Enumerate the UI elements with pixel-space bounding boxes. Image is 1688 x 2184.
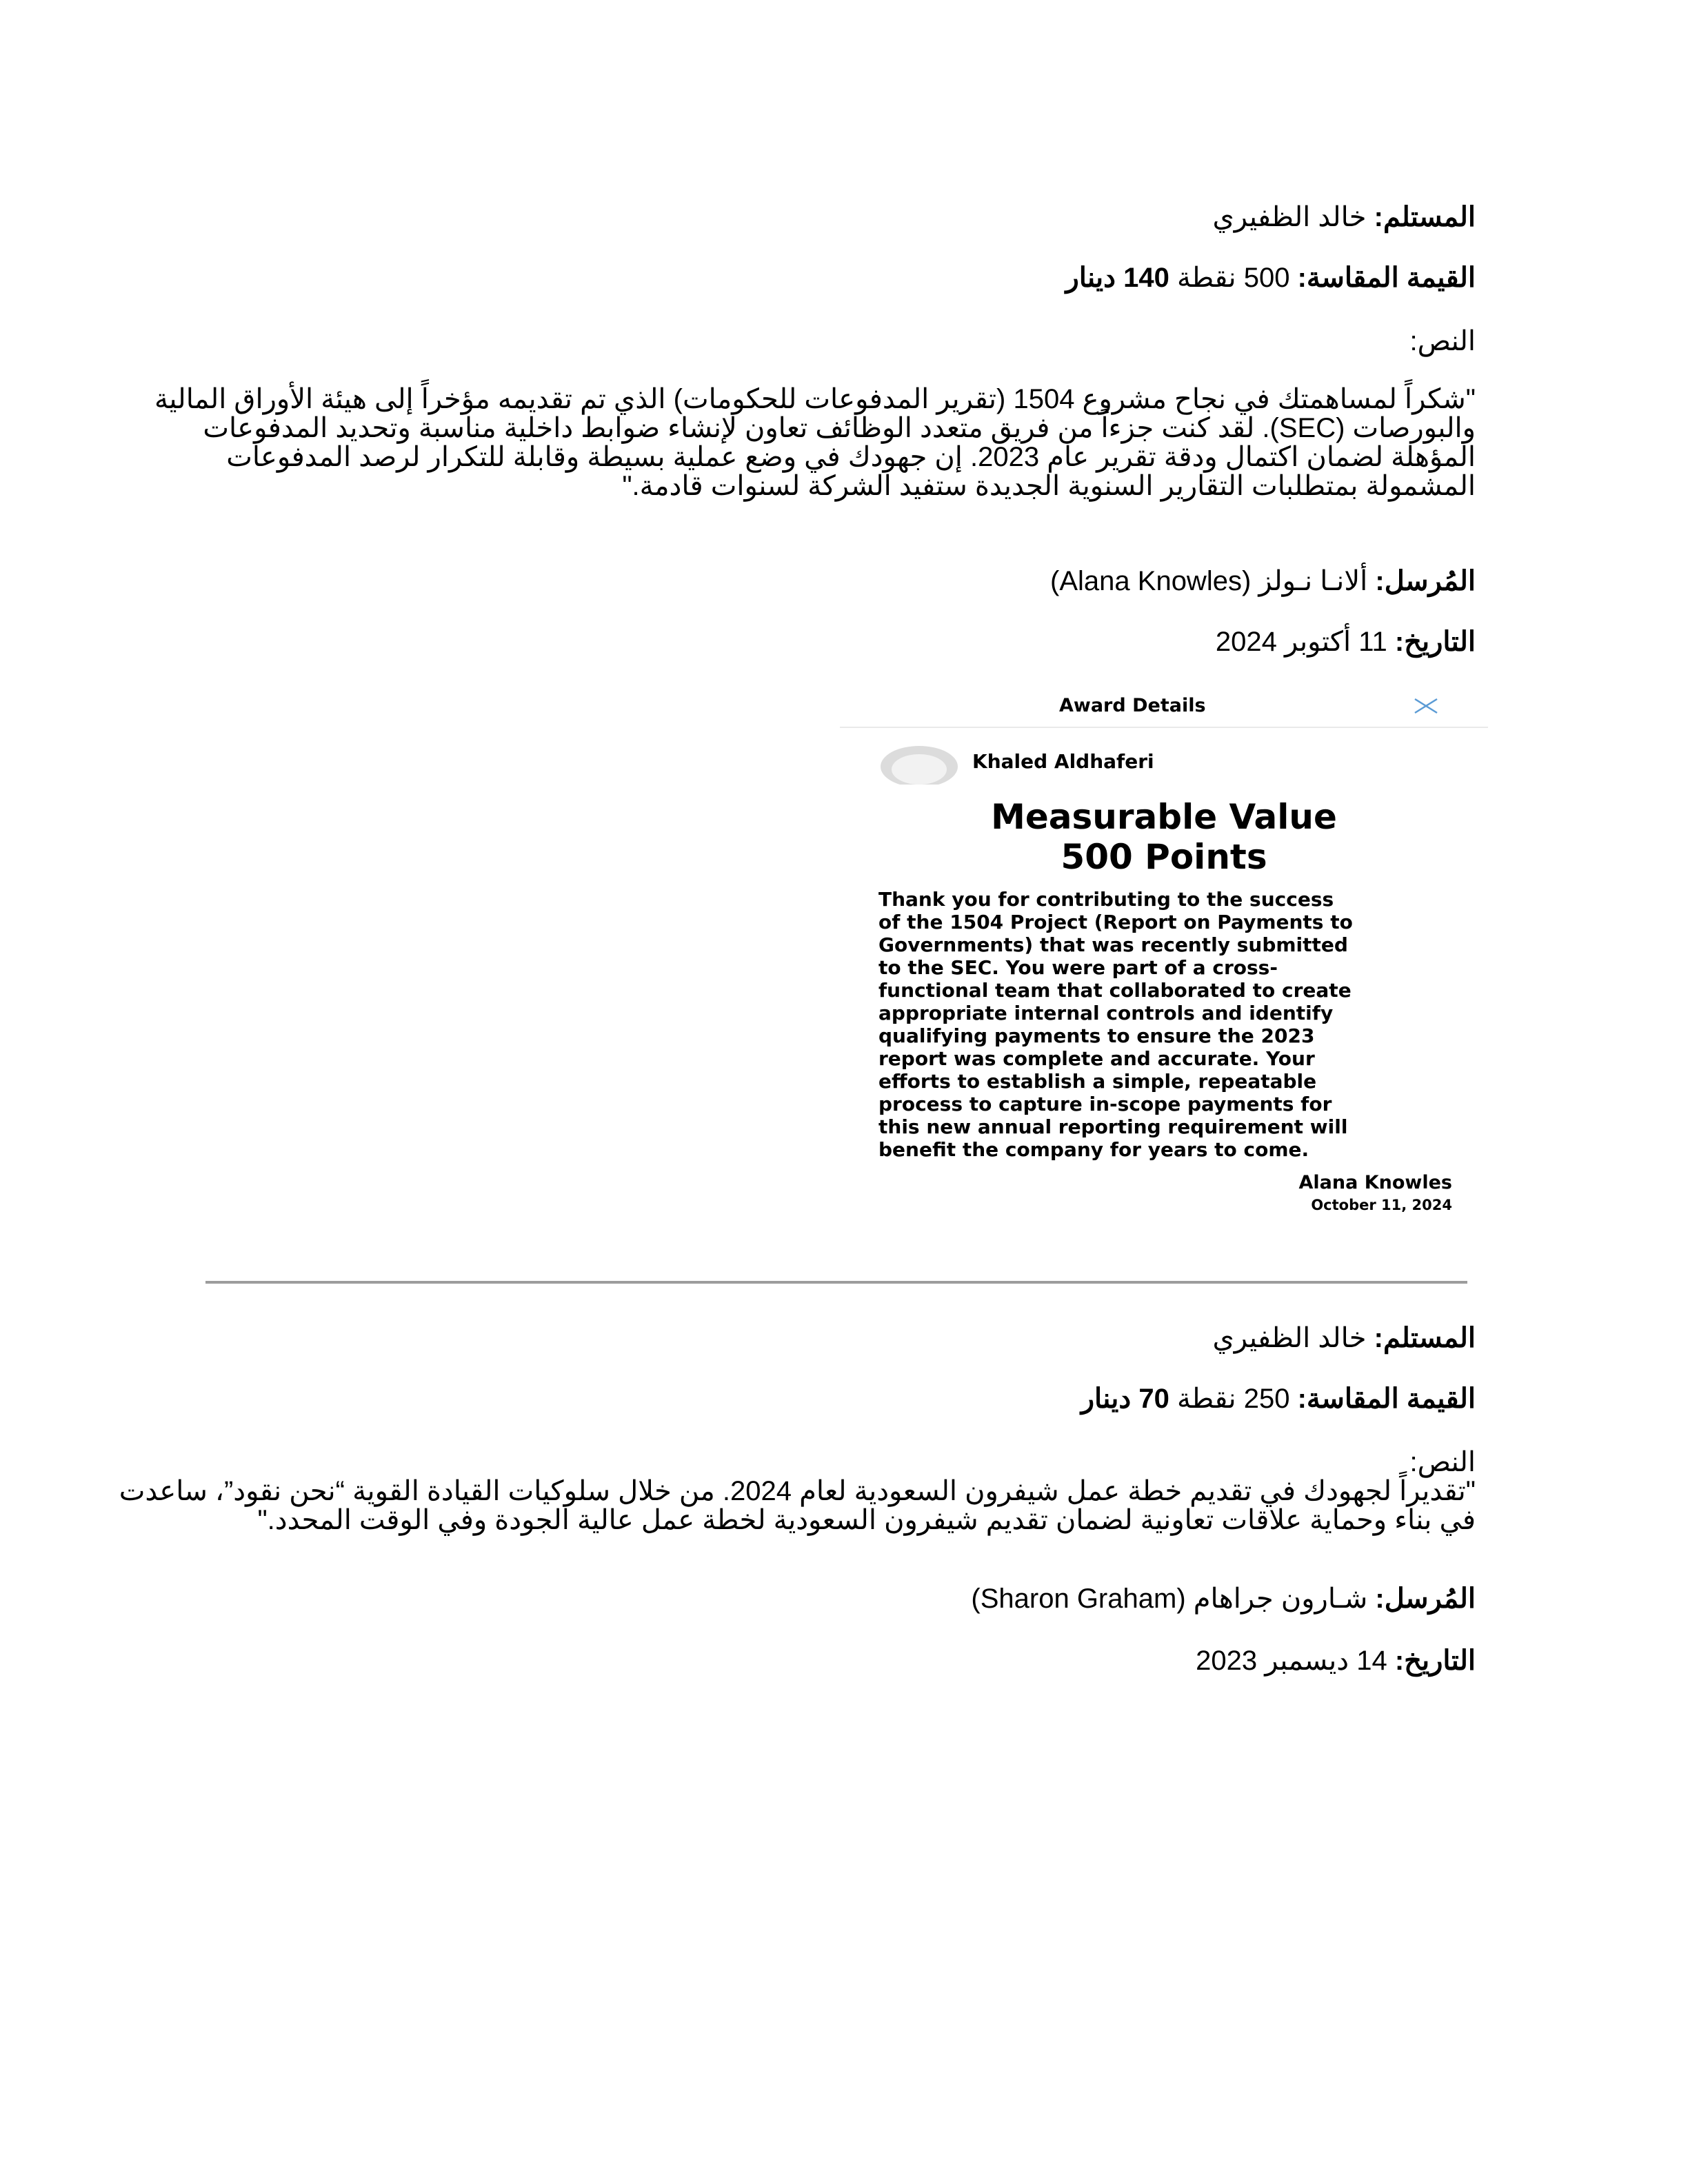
value-label: القيمة المقاسة: xyxy=(1297,1384,1476,1414)
award-message xyxy=(878,888,1444,1161)
award-message-line: functional team that collaborated to create xyxy=(878,979,1352,1002)
award-message-line: efforts to establish a simple, repeatable xyxy=(878,1070,1317,1093)
award-message-line: appropriate internal controls and identify xyxy=(878,1002,1334,1024)
value-points: 500 نقطة xyxy=(1176,263,1290,293)
message-line: "تقديراً لجهودك في تقديم خطة عمل شيفرون السعودية لعام 2024. من خلال سلوكيات القيادة القوية “نحن نقود”، ساعدت xyxy=(119,1476,1476,1506)
value-points: 250 نقطة xyxy=(1176,1384,1290,1414)
award-heading-points: 500 Points xyxy=(1061,837,1267,877)
award-sender: Alana Knowles xyxy=(1298,1172,1452,1193)
recipient-label: المستلم: xyxy=(1374,202,1476,232)
award-heading-title: Measurable Value xyxy=(991,797,1337,837)
section-divider xyxy=(205,1281,1467,1284)
entry2-sender xyxy=(971,1581,1476,1616)
recipient-value: خالد الظفيري xyxy=(1212,1323,1367,1353)
award-message-line: Governments) that was recently submitted xyxy=(878,933,1348,956)
entry1-text-label: :النص xyxy=(1409,326,1476,356)
entry1-sender xyxy=(1050,564,1476,598)
award-message-line: report was complete and accurate. Your xyxy=(878,1047,1315,1070)
sender-value: ألانـا نـولز (Alana Knowles) xyxy=(1050,566,1368,596)
recipient-value: خالد الظفيري xyxy=(1212,202,1367,232)
award-message-line: process to capture in-scope payments for xyxy=(878,1093,1332,1115)
value-label: القيمة المقاسة: xyxy=(1297,263,1476,293)
close-x-icon[interactable] xyxy=(1411,691,1441,721)
message-line: "شكراً لمساهمتك في نجاح مشروع 1504 (تقرير المدفوعات للحكومات) الذي تم تقديمه مؤخراً إلى هيئة الأوراق المالية xyxy=(154,384,1476,414)
user-avatar-icon xyxy=(878,742,960,785)
date-value: 14 ديسمبر 2023 xyxy=(1196,1646,1387,1676)
award-message-line: of the 1504 Project (Report on Payments to xyxy=(878,911,1353,933)
sender-value: شـارون جراهام (Sharon Graham) xyxy=(971,1584,1368,1614)
entry1-date xyxy=(1216,625,1476,659)
entry2-message xyxy=(119,1476,1476,1535)
value-money: 70 دينار xyxy=(1081,1384,1169,1414)
date-label: التاريخ: xyxy=(1394,627,1476,657)
entry2-measured-value xyxy=(1081,1382,1476,1416)
sender-label: المُرسل: xyxy=(1375,1584,1476,1614)
value-money: 140 دينار xyxy=(1065,263,1169,293)
entry1-measured-value xyxy=(1065,261,1476,295)
award-details-card xyxy=(840,681,1488,1233)
sender-label: المُرسل: xyxy=(1375,566,1476,596)
award-recipient-name: Khaled Aldhaferi xyxy=(972,750,1154,773)
message-line: والبورصات (SEC). لقد كنت جزءاً من فريق متعدد الوظائف تعاون لإنشاء ضوابط داخلية مناسبة وتحديد المدفوعات xyxy=(203,413,1476,443)
entry1-message xyxy=(154,384,1476,501)
award-message-line: benefit the company for years to come. xyxy=(878,1138,1309,1161)
recipient-label: المستلم: xyxy=(1374,1323,1476,1353)
entry2-date xyxy=(1196,1644,1476,1678)
award-message-line: Thank you for contributing to the success xyxy=(878,888,1334,911)
message-line: المشمولة بمتطلبات التقارير السنوية الجديدة ستفيد الشركة لسنوات قادمة." xyxy=(622,471,1476,501)
entry2-recipient xyxy=(1212,1321,1476,1355)
date-label: التاريخ: xyxy=(1394,1646,1476,1676)
date-value: 11 أكتوبر 2024 xyxy=(1215,627,1387,657)
award-message-line: this new annual reporting requirement will xyxy=(878,1115,1348,1138)
card-header-divider xyxy=(840,727,1488,728)
award-date: October 11, 2024 xyxy=(1311,1197,1452,1213)
award-card-title: Award Details xyxy=(1059,695,1206,716)
entry1-recipient xyxy=(1212,200,1476,234)
award-message-line: qualifying payments to ensure the 2023 xyxy=(878,1024,1315,1047)
entry2-text-label: النص: xyxy=(1409,1447,1476,1477)
message-line: في بناء وحماية علاقات تعاونية لضمان تقديم شيفرون السعودية لخطة عمل عالية الجودة وفي الوقت المحدد." xyxy=(257,1505,1476,1535)
message-line: المؤهلة لضمان اكتمال ودقة تقرير عام 2023. إن جهودك في وضع عملية بسيطة وقابلة للتكرار لرصد المدفوعات xyxy=(226,442,1476,472)
award-message-line: to the SEC. You were part of a cross- xyxy=(878,956,1278,979)
